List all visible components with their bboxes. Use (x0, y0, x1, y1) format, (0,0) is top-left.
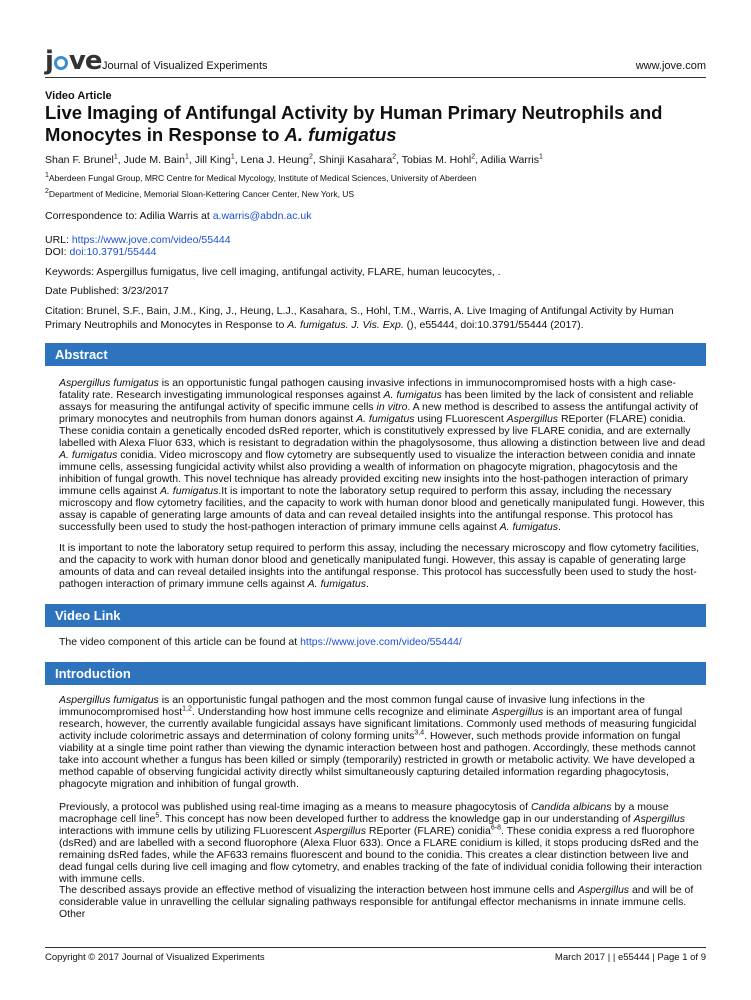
video-url-link[interactable]: https://www.jove.com/video/55444/ (300, 636, 462, 648)
header-divider (45, 77, 706, 78)
author: Adilia Warris (480, 154, 539, 166)
page-header (45, 48, 706, 78)
correspondence: Correspondence to: Adilia Warris at a.warris@abdn.ac.uk (45, 210, 312, 222)
video-link-heading: Video Link (45, 604, 706, 627)
introduction-paragraph: The described assays provide an effective method of visualizing the interaction between host immune cells and Aspergillus and will be of considerable value in unravelling the cellular signaling pathways responsible for antifungal effector mechanisms in innate immune cells. Other (59, 884, 694, 920)
author: Shan F. Brunel (45, 154, 114, 166)
abstract-paragraph: Aspergillus fumigatus is an opportunistic fungal pathogen causing invasive infections in immunocompromised hosts with a high case-fatality rate. Research investigating immunological responses against A. fumigatus has been limited by the lack of consistent and reliable assays for measuring the antifungal activity of specific immune cells in vitro. A new method is described to assess the antifungal activity of primary monocytes and neutrophils from human donors against A. fumigatus using FLuorescent Aspergillus REporter (FLARE) conidia. These conidia contain a genetically encoded dsRed reporter, which is constitutively expressed by live FLARE conidia, and are externally labelled with Alexa Fluor 633, which is resistant to degradation within the phagolysosome, thus allowing a distinction between live and dead A. fumigatus conidia. Video microscopy and flow cytometry are subsequently used to visualize the interaction between conidia and innate immune cells, assessing fungicidal activity whilst also providing a wealth of information on phagocyte migration, phagocytosis and the inhibition of fungal growth. This novel technique has already provided exciting new insights into the host-pathogen interaction of primary immune cells against A. fumigatus.It is important to note the laboratory setup required to perform this assay, including the necessary microscopy and flow cytometry facilities, and the capacity to work with human donor blood and genetically manipulated fungi. However, this assay is capable of generating large amounts of data and can reveal detailed insights into the antifungal response. This protocol has successfully been used to study the host-pathogen interaction of primary immune cells against A. fumigatus. (59, 377, 706, 533)
affiliation: $^2$Department of Medicine, Memorial Sloan-Kettering Cancer Center, New York, US (45, 188, 355, 199)
author: Jude M. Bain (123, 154, 185, 166)
introduction-heading: Introduction (45, 662, 706, 685)
introduction-paragraph: Previously, a protocol was published using real-time imaging as a means to measure phagocytosis of Candida albicans by a mouse macrophage cell line$^5$. This concept has now been developed further to address the knowledge gap in our understanding of Aspergillus interactions with immune cells by utilizing FLuorescent Aspergillus REporter (FLARE) conidia$^{6-8}$. These conidia express a red fluorophore (dsRed) and are labelled with a second fluorophore (Alexa Fluor 633). Once a FLARE conidium is killed, it stops producing dsRed and the remaining dsRed fades, while the AF633 remains fluorescent and bound to the conidia. This creates a clear distinction between live and dead fungal cells during live cell imaging and flow cytometry, and enables tracking of the fate of individual conidia following their interaction with immune cells. (59, 801, 703, 885)
abstract-paragraph: It is important to note the laboratory setup required to perform this assay, including the necessary microscopy and flow cytometry facilities, and the capacity to work with human donor blood and genetically manipulated fungi. However, this assay is capable of generating large amounts of data and can reveal detailed insights into the antifungal response. This protocol has successfully been used to study the host-pathogen interaction of primary immune cells against A. fumigatus. (59, 542, 700, 590)
doi-line: DOI: doi:10.3791/55444 (45, 246, 157, 258)
footer-divider (45, 947, 706, 948)
article-url-link[interactable]: https://www.jove.com/video/55444 (71, 234, 231, 246)
author: Jill King (194, 154, 231, 166)
date-published: Date Published: 3/23/2017 (45, 285, 169, 297)
jove-logo[interactable]: j ve (45, 46, 102, 76)
affiliation: $^1$Aberdeen Fungal Group, MRC Centre for Medical Mycology, Institute of Medical Sciences, University of Aberdeen (45, 172, 477, 183)
keywords: Keywords: Aspergillus fumigatus, live cell imaging, antifungal activity, FLARE, human leucocytes, . (45, 266, 501, 278)
article-type: Video Article (45, 90, 112, 102)
introduction-paragraph: Aspergillus fumigatus is an opportunistic fungal pathogen and the most common fungal cause of invasive lung infections in the immunocompromised host$^{1,2}$. Understanding how host immune cells recognize and eliminate Aspergillus is an important area of fungal research, however, the currently available fungicidal assays have significant limitations. Commonly used methods of measuring fungicidal activity include colorimetric assays and determination of colony forming units$^{3,4}$. However, such methods provide information on fungal viability at a single time point rather than viewing the dynamic interaction between host and pathogen. Accordingly, these methods cannot take into account whether a fungus has been killed or simply (temporarily) restricted in growth or metabolic activity. We have developed a method capable of observing fungicidal activity directly whilst simultaneously capturing detailed information regarding phagocytosis, phagocyte migration and inhibition of fungal growth. (59, 694, 697, 790)
site-link[interactable]: www.jove.com (635, 60, 706, 72)
journal-name: Journal of Visualized Experiments (102, 60, 268, 72)
author: Lena J. Heung (240, 154, 309, 166)
footer-page-info: March 2017 | | e55444 | Page 1 of 9 (554, 952, 706, 963)
video-link-text: The video component of this article can be found at https://www.jove.com/video/55444/ (59, 636, 462, 648)
footer-copyright: Copyright © 2017 Journal of Visualized Experiments (45, 952, 265, 963)
author-list: Shan F. Brunel$^1$, Jude M. Bain$^1$, Jill King$^1$, Lena J. Heung$^2$, Shinji Kasahara$^2$, Tobias M. Hohl$^2$, Adilia Warris$^1$ (45, 153, 543, 166)
abstract-heading: Abstract (45, 343, 706, 366)
email-link[interactable]: a.warris@abdn.ac.uk (212, 210, 312, 222)
url-line: URL: https://www.jove.com/video/55444 (45, 234, 231, 246)
doi-link[interactable]: doi:10.3791/55444 (69, 246, 157, 258)
author: Shinji Kasahara (318, 154, 393, 166)
citation: Citation: Brunel, S.F., Bain, J.M., King, J., Heung, L.J., Kasahara, S., Hohl, T.M., Warris, A. Live Imaging of Antifungal Activity by Human Primary Neutrophils and Monocytes in Response to A. fumigatus. J. Vis. Exp. (), e55444, doi:10.3791/55444 (2017). (45, 305, 674, 331)
article-title: Live Imaging of Antifungal Activity by Human Primary Neutrophils and Monocytes in Response to A. fumigatus (45, 102, 663, 145)
author: Tobias M. Hohl (401, 154, 472, 166)
